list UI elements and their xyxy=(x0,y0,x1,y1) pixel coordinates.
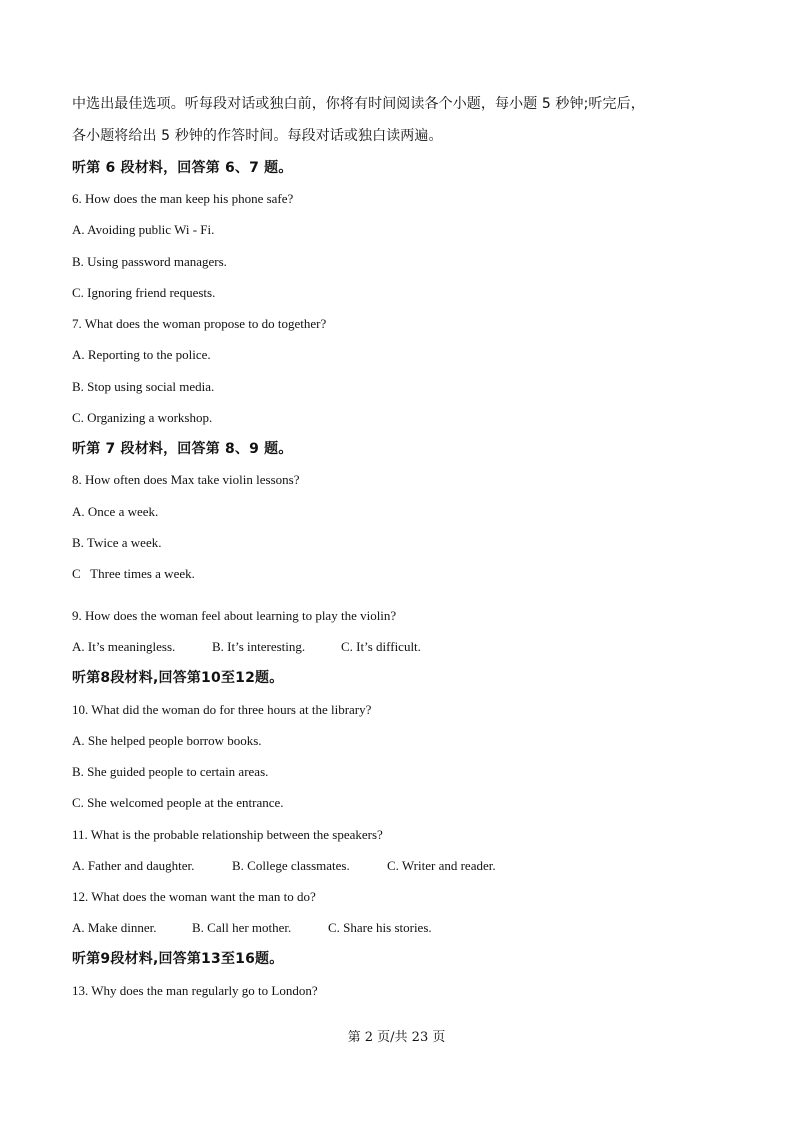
question-11-options xyxy=(72,858,496,874)
instruction-line-2: 各小题将给出 5 秒钟的作答时间。每段对话或独白读两遍。 xyxy=(72,128,443,144)
question-10-option-c: C. She welcomed people at the entrance. xyxy=(72,795,284,810)
question-10-stem: 10. What did the woman do for three hours at the library? xyxy=(72,702,372,717)
question-7-option-b: B. Stop using social media. xyxy=(72,379,215,394)
question-8-option-c: C Three times a week. xyxy=(72,566,195,581)
question-9-options xyxy=(72,639,421,655)
section-heading-8: 听第8段材料,回答第10至12题。 xyxy=(72,670,284,686)
question-11-option-a: A. Father and daughter. xyxy=(72,858,195,873)
question-8-stem: 8. How often does Max take violin lessons? xyxy=(72,472,300,487)
question-8-option-b: B. Twice a week. xyxy=(72,535,162,550)
section-heading-7: 听第 7 段材料，回答第 8、9 题。 xyxy=(72,441,293,457)
question-11-option-b: B. College classmates. xyxy=(232,858,350,873)
question-9-option-c: C. It’s difficult. xyxy=(341,639,421,654)
question-9-option-a: A. It’s meaningless. xyxy=(72,639,176,654)
question-12-option-c: C. Share his stories. xyxy=(328,920,432,935)
question-7-option-c: C. Organizing a workshop. xyxy=(72,410,213,425)
question-12-option-b: B. Call her mother. xyxy=(192,920,292,935)
section-heading-9: 听第9段材料,回答第13至16题。 xyxy=(72,951,284,967)
section-heading-6: 听第 6 段材料，回答第 6、7 题。 xyxy=(72,160,293,176)
question-10-option-a: A. She helped people borrow books. xyxy=(72,733,262,748)
question-6-option-a: A. Avoiding public Wi - Fi. xyxy=(72,222,215,237)
page-footer: 第 2 页/共 23 页 xyxy=(347,1030,446,1045)
question-11-stem: 11. What is the probable relationship between the speakers? xyxy=(72,827,383,842)
question-8-option-a: A. Once a week. xyxy=(72,504,159,519)
question-12-option-a: A. Make dinner. xyxy=(72,920,157,935)
question-7-stem: 7. What does the woman propose to do together? xyxy=(72,316,327,331)
question-6-option-b: B. Using password managers. xyxy=(72,254,227,269)
instruction-line-1: 中选出最佳选项。听每段对话或独白前，你将有时间阅读各个小题，每小题 5 秒钟;听完后， xyxy=(72,96,645,112)
question-6-stem: 6. How does the man keep his phone safe? xyxy=(72,191,294,206)
question-9-stem: 9. How does the woman feel about learning to play the violin? xyxy=(72,608,397,623)
question-9-option-b: B. It’s interesting. xyxy=(212,639,306,654)
question-6-option-c: C. Ignoring friend requests. xyxy=(72,285,216,300)
question-12-options xyxy=(72,920,432,936)
question-13-stem: 13. Why does the man regularly go to London? xyxy=(72,983,318,998)
question-7-option-a: A. Reporting to the police. xyxy=(72,347,211,362)
question-11-option-c: C. Writer and reader. xyxy=(387,858,496,873)
question-10-option-b: B. She guided people to certain areas. xyxy=(72,764,269,779)
question-12-stem: 12. What does the woman want the man to do? xyxy=(72,889,316,904)
